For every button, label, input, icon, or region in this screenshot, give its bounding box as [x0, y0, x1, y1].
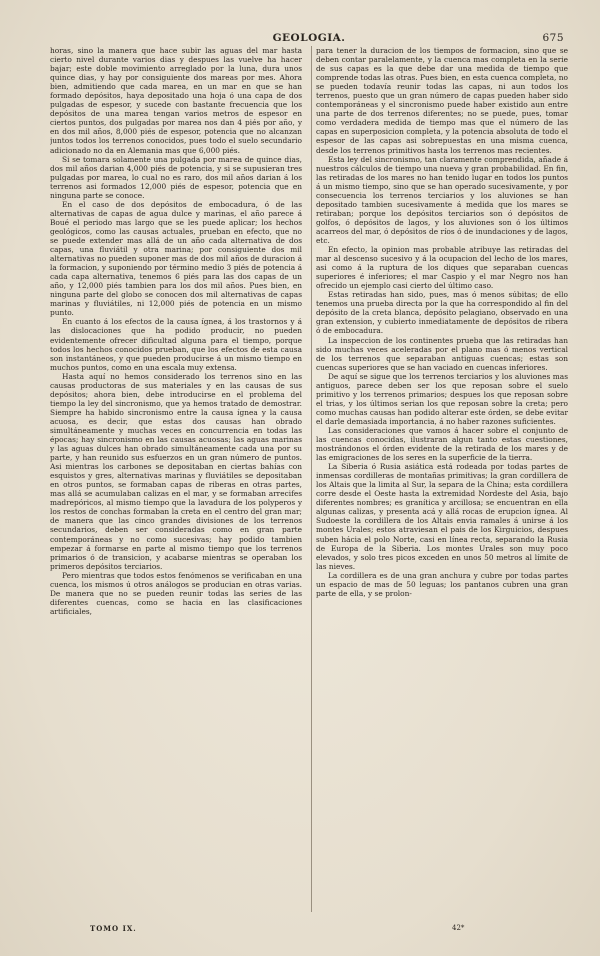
paragraph: Estas retiradas han sido, pues, mas ó menos súbitas; de ello tenemos una prueba directa por la que ha correspondido al fin del depósito de la creta blanca, depósito pelagiano, observado en una gran extension, y cubierto inmediatamente de depósitos de ribera ó de embocadura.: [316, 290, 568, 336]
paragraph: Hasta aquí no hemos considerado los terrenos sino en las causas productoras de sus materiales y en las causas de sus depósitos; ahora bien, debe introducirse en el problema del tiempo la ley del sincronismo, que ya hemos tratado de demostrar. Siempre ha habido sincronismo entre la causa ígnea y la causa acuosa, es decir, que estas dos causas han obrado simultáneamente y muchas veces en concurrencia en todas las épocas; hay sincronismo en las causas acuosas; las aguas marinas y las aguas dulces han obrado simultáneamente cada una por su parte, y han reunido sus esfuerzos en un gran número de puntos. Asi mientras los carbones se depositaban en ciertas bahías con esquistos y gres, alternativas marinas y fluviátiles se depositaban en otros puntos, se formaban capas de riberas en otras partes, mas allá se acumulaban calizas en el mar, y se formaban arrecifes madrepóricos, al mismo tiempo que la lavadura de los polyperos y los restos de conchas formaban la creta en el centro del gran mar; de manera que las cinco grandes divisiones de los terrenos secundarios, deben ser consideradas como en gran parte contemporáneas y no como sucesivas; hay podido tambien empezar á formarse en parte al mismo tiempo que los terrenos primarios ó de transicion, y acabarse mientras se operaban los primeros depósitos terciarios.: [50, 371, 302, 571]
left-column: [50, 46, 302, 916]
paragraph: Las consideraciones que vamos á hacer sobre el conjunto de las cuencas conocidas, ilustraran algun tanto estas cuestiones, mostrándonos el órden evidente de la retirada de los mares y de las emigraciones de los seres en la superficie de la tierra.: [316, 425, 568, 463]
paragraph: Esta ley del sincronismo, tan claramente comprendida, añade á nuestros cálculos de tiempo una nueva y gran probabilidad. En fin, las retiradas de los mares no han tenido lugar en todos los puntos á un mismo tiempo, sino que se han operado sucesivamente, y por consecuencia los terrenos terciarios y los aluviones se han depositado tambien sucesivamente á medida que los mares se retiraban; porque los depósitos terciarios son ó depósitos de golfos, ó depósitos de lagos, y los aluviones son ó los últimos acarreos del mar, ó depósitos de ríos ó de inundaciones y de lagos, etc.: [316, 154, 568, 245]
paragraph: En el caso de dos depósitos de embocadura, ó de las alternativas de capas de agua dulce y marinas, el año parece á Boué el periodo mas largo que se les puede aplicar; los hechos geológicos, como las causas actuales, prueban en efecto, que no se puede extender mas allá de un año cada alternativa de dos capas, una fluviátil y otra marina; por consiguiente dos mil alternativas no pueden suponer mas de dos mil años de duracion á la formacion, y suponiendo por término medio 3 piés de potencia á cada capa alternativa, tenemos 6 piés para las dos capas de un año, y 12,000 piés tambien para los dos mil años. Pues bien, en ninguna parte del globo se conocen dos mil alternativas de capas marinas y fluviátiles, ni 12,000 piés de potencia en un mismo punto.: [50, 199, 302, 318]
paragraph: La cordillera es de una gran anchura y cubre por todas partes un espacio de mas de 50 leguas; los pantanos cubren una gran parte de ella, y se prolon-: [316, 570, 568, 598]
paragraph: La Siberia ó Rusia asiática está rodeada por todas partes de inmensas cordilleras de montañas primitivas; la gran cordillera de los Altais que la limita al Sur, la separa de la China; esta cordillera corre desde el Oeste hasta la extremidad Nordeste del Asia, bajo diferentes nombres; es granítica y arcillosa; se encuentran en ella algunas calizas, y presenta acá y allá rocas de erupcion ígnea. Al Sudoeste la cordillera de los Altais envia ramales á unirse á los montes Urales; estos atraviesan el pais de los Kirguicios, despues suben hácia el polo Norte, casi en línea recta, separando la Rusia de Europa de la Siberia. Los montes Urales son muy poco elevados, y solo tres picos exceden en unos 50 metros al límite de las nieves.: [316, 462, 568, 571]
paragraph: Si se tomara solamente una pulgada por marea de quince dias, dos mil años darian 4,000 piés de potencia, y si se supusieran tres pulgadas por marea, lo cual no es raro, dos mil años darian á los terrenos asi formados 12,000 piés de espesor, potencia que en ninguna parte se conoce.: [50, 154, 302, 200]
paragraph: En cuanto á los efectos de la causa ígnea, á los trastornos y á las dislocaciones que ha podido producir, no pueden evidentemente ofrecer dificultad alguna para el tiempo, porque todos los hechos conocidos prueban, que los efectos de esta causa son instantáneos, y que pueden producirse á un mismo tiempo en muchos puntos, como en una escala muy extensa.: [50, 317, 302, 372]
paragraph: para tener la duracion de los tiempos de formacion, sino que se deben contar paralelamente, y la cuenca mas completa en la serie de sus capas es la que debe dar una medida de tiempo que comprende todas las otras. Pues bien, en esta cuenca completa, no se pueden todavía reunir todas las capas, ni aun todos los terrenos, puesto que un gran número de capas pueden haber sido contemporáneas y el sincronismo puede haber existido aun entre una parte de dos terrenos diferentes; no se puede, pues, tomar como verdadera medida de tiempo mas que el número de las capas en superposicion completa, y la potencia absoluta de todo el espesor de las capas asi sobrepuestas en una misma cuenca, desde los terrenos primitivos hasta los terrenos mas recientes.: [316, 46, 568, 155]
signature-mark: 42*: [452, 924, 465, 932]
paragraph: horas, sino la manera que hace subir las aguas del mar hasta cierto nivel durante varios dias y despues las vuelve ha hacer bajar; este doble movimiento arreglado por la luna, dura unos quince dias, y hay por consiguiente dos mareas por mes. Ahora bien, admitiendo que cada marea, en un mar en que se han formado depósitos, haya depositado una hoja ó una capa de dos pulgadas de espesor, y sucede con bastante frecuencia que los depósitos de una marea tengan varios metros de espesor en ciertos puntos, dos pulgadas por marea nos dan 4 piés por año, y en dos mil años, 8,000 piés de espesor, potencia que no alcanzan juntos todos los terrenos conocidos, pues todo el suelo secundario adicionado no da en Alemania mas que 6,000 piés.: [50, 46, 302, 155]
page-number: 675: [542, 32, 564, 44]
text-columns: [50, 46, 568, 916]
paragraph: Pero mientras que todos estos fenómenos se verificaban en una cuenca, los mismos ú otros análogos se producian en otras varias. De manera que no se pueden reunir todas las series de las diferentes cuencas, como se hacia en las clasificaciones artificiales,: [50, 570, 302, 616]
right-column: [316, 46, 568, 916]
running-title: GEOLOGIA.: [272, 32, 346, 44]
volume-label: TOMO IX.: [90, 924, 137, 933]
paragraph: En efecto, la opinion mas probable atribuye las retiradas del mar al descenso sucesivo y á la ocupacion del lecho de los mares, asi como á la ruptura de los diques que separaban cuencas superiores é inferiores; el mar Caspio y el mar Negro nos han ofrecido un ejemplo casi cierto del último caso.: [316, 245, 568, 291]
paragraph: La inspeccion de los continentes prueba que las retiradas han sido muchas veces aceleradas por el plano mas ó menos vertical de los terrenos que separaban antiguas cuencas; estas son cuencas superiores que se han vaciado en cuencas inferiores.: [316, 335, 568, 372]
paragraph: De aquí se sigue que los terrenos terciarios y los aluviones mas antiguos, parece deben ser los que reposan sobre el suelo primitivo y los terrenos primarios; despues los que reposan sobre el trias, y los últimos serian los que reposan sobre la creta; pero como muchas causas han podido alterar este órden, se debe evitar el darle demasiada importancia, á no haber razones suficientes.: [316, 371, 568, 426]
page-footer: [50, 924, 568, 936]
